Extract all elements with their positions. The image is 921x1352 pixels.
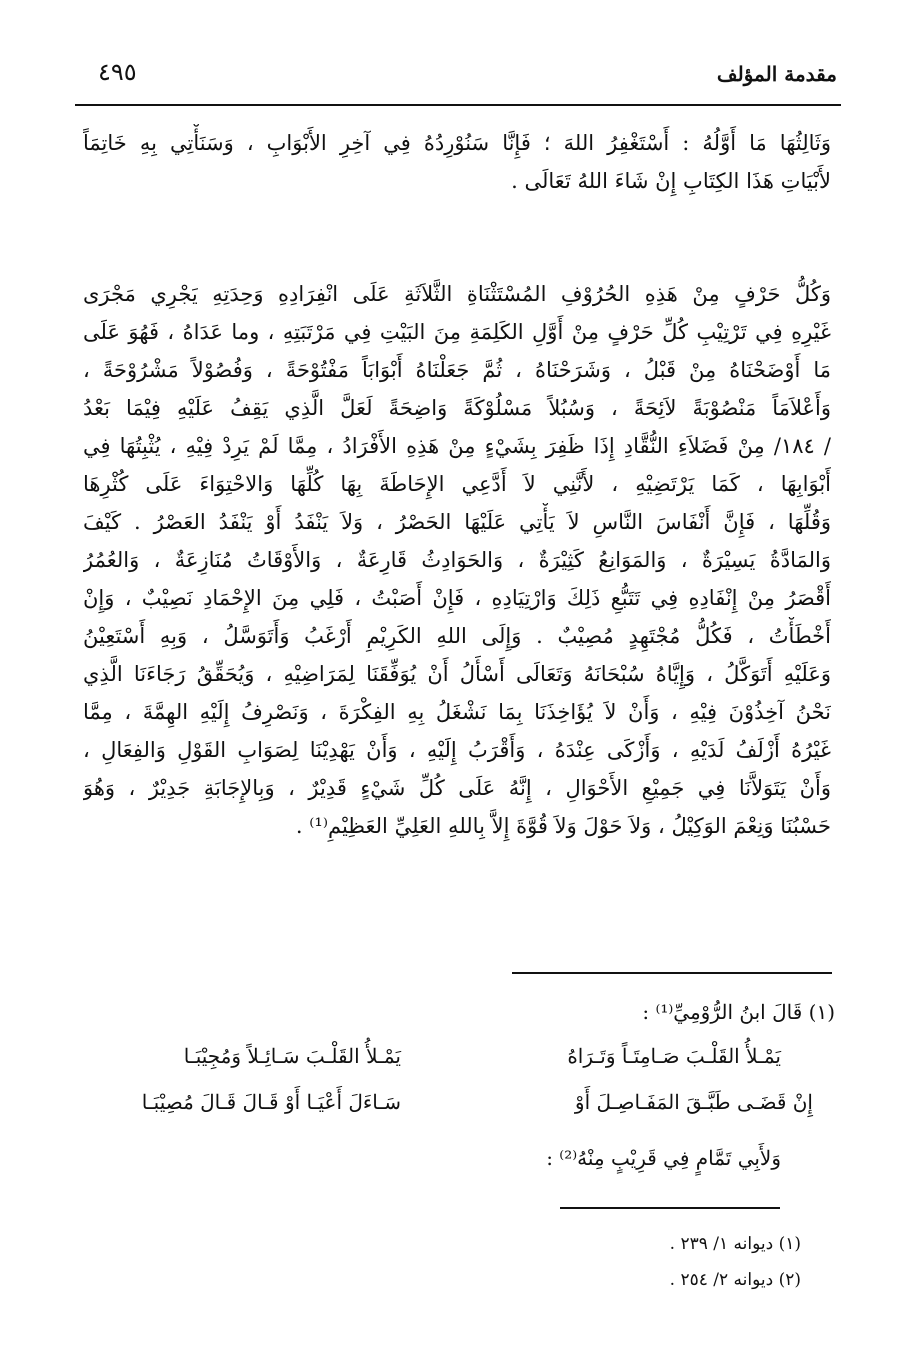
- paragraph-2: [83, 275, 831, 845]
- paragraph-line: مَا أَوْضَحْنَاهُ مِنْ قَبْلُ ، وَشَرَحْنَاهُ ، ثُمَّ جَعَلْنَاهُ أَبْوَابَاً مَفْتُوْحَةً ، وَفُصُوْلاً مَشْرُوْحَةً ،: [83, 358, 831, 382]
- verse-1-second-hemistich: يَمْـلأُ القَلْـبَ سَـائِـلاً وَمُجِيْبَـا: [183, 1044, 401, 1068]
- paragraph-line: وَقُلِّهَا ، فَإِنَّ أَنْفَاسَ النَّاسِ لاَ يَأْتِي عَلَيْهَا الحَصْرُ ، وَلاَ يَنْفَدُ أَوْ يَنْفَدُ العَصْرُ . كَيْفَ: [83, 510, 831, 534]
- paragraph-line: وَالمَادَّةُ يَسِيْرَةٌ ، وَالمَوَانِعُ كَثِيْرَةٌ ، وَالحَوَادِثُ قَارِعَةٌ ، وَالأَوْقَاتُ مُنَازِعَةٌ ، وَالعُمُرُ: [83, 548, 831, 572]
- source-divider: [560, 1207, 780, 1209]
- section-title: مقدمة المؤلف: [716, 62, 837, 86]
- paragraph-line: وَعَلَيْهِ أَتَوَكَّلُ ، وَإِيَّاهُ سُبْحَانَهُ وَتَعَالَى أَسْأَلُ أَنْ يُوَفِّقَنَا لِمَرَاضِيْهِ ، وَيُحَقِّقُ رَجَاءَنَا الَّذِي: [83, 662, 831, 686]
- paragraph-line: حَسْبُنَا وَنِعْمَ الوَكِيْلُ ، وَلاَ حَوْلَ وَلاَ قُوَّةَ إِلاَّ بِاللهِ العَلِيِّ العَظِيْمِ⁽¹⁾ .: [295, 814, 831, 838]
- footnote-tail: وَلأَبِي تَمَّامٍ فِي قَرِيْبٍ مِنْهُ⁽²⁾ :: [546, 1146, 781, 1170]
- paragraph-line: أَخْطَأْتُ ، فَكُلُّ مُجْتَهِدٍ مُصِيْبٌ . وَإِلَى اللهِ الكَرِيْمِ أَرْغَبُ وَأَتَوَسَّلُ ، وَبِهِ أَسْتَعِيْنُ: [83, 624, 831, 648]
- paragraph-line: غَيْرِهِ فِي تَرْتِيْبِ كُلِّ حَرْفٍ مِنْ أَوَّلِ الكَلِمَةِ مِنَ البَيْتِ فِي مَرْتَبَتِهِ ، وما عَدَاهُ ، فَهُوَ عَلَى: [83, 320, 831, 344]
- header-rule: [75, 104, 841, 106]
- footnote-intro: (١) قَالَ ابنُ الرُّوْمِيِّ⁽¹⁾ :: [642, 1000, 835, 1024]
- paragraph-line: وَكُلُّ حَرْفٍ مِنْ هَذِهِ الحُرُوْفِ المُسْتَثْنَاةِ الثَّلاَثَةِ عَلَى انْفِرَادِهِ وَحِدَتِهِ يَجْرِي مَجْرَى: [83, 282, 831, 306]
- paragraph-line: غَيْرُهُ أَزْلَفُ لَدَيْهِ ، وَأَزْكَى عِنْدَهُ ، وَأَقْرَبُ إِلَيْهِ ، وَأَنْ يَهْدِيْنَا لِصَوَابِ القَوْلِ وَالفِعَالِ ،: [83, 738, 831, 762]
- verse-2-first-hemistich: إِنْ قَضَـى طَبَّـقَ المَفَـاصِـلَ أَوْ: [574, 1090, 813, 1114]
- verse-1-first-hemistich: يَمْـلأُ القَلْـبَ صَـامِتَـاً وَتَـرَاهُ: [567, 1044, 781, 1068]
- paragraph-line: / ١٨٤/ مِنْ فَضَلاَءِ النُّقَّادِ إِذَا ظَفِرَ بِشَيْءٍ مِنْ هَذِهِ الأَفْرَادُ ، مِمَّا لَمْ يَرِدْ فِيْهِ ، يُثْبِتُهَا فِي: [83, 434, 831, 458]
- page-header: [70, 58, 851, 98]
- paragraph-1: [83, 124, 831, 200]
- footnote-divider: [512, 972, 832, 974]
- paragraph-line: وَثَالِثُهَا مَا أَوَّلُهُ : أَسْتَغْفِرُ اللهَ ؛ فَإِنَّا سَنُوْرِدُهُ فِي آخِرِ الأَبْوَابِ ، وَسَنَأْتِي بِهِ خَاتِمَاً: [83, 131, 831, 155]
- paragraph-line: أَقْصَرُ مِنْ إِنْفَادِهِ فِي تَتَبُّعِ ذَلِكَ وَارْتِيَادِهِ ، فَإِنْ أَصَبْتُ ، فَلِي مِنَ الإِحْمَادِ نَصِيْبٌ ، وَإِنْ: [83, 586, 831, 610]
- page-number: ٤٩٥: [98, 58, 137, 86]
- verse-2-second-hemistich: سَـاءَلَ أَعْيَـا أَوْ قَـالَ قَـالَ مُصِيْبَـا: [141, 1090, 401, 1114]
- paragraph-line: نَحْنُ آخِذُوْنَ فِيْهِ ، وَأَنْ لاَ يُؤَاخِذَنَا بِمَا نَشْغَلُ بِهِ الفِكْرَةَ ، وَنَصْرِفُ إِلَيْهِ الهِمَّةَ ، مِمَّا: [83, 700, 831, 724]
- paragraph-line: وَأَنْ يَتَوَلاَّنَا فِي جَمِيْعِ الأَحْوَالِ ، إِنَّهُ عَلَى كُلِّ شَيْءٍ قَدِيْرٌ ، وَبِالإِجَابَةِ جَدِيْرٌ ، وَهُوَ: [83, 776, 831, 800]
- paragraph-line: أَبْوَابِهَا ، كَمَا يَرْتَضِيْهِ ، لأَنَّنِي لاَ أَدَّعِي الإِحَاطَةَ بِهَا كُلِّهَا وَالاحْتِوَاءَ عَلَى كُثْرِهَا: [83, 472, 831, 496]
- paragraph-line: وَأَعْلاَمَاً مَنْصُوْبَةً لاَئِحَةً ، وَسُبُلاً مَسْلُوْكَةً وَاضِحَةً لَعَلَّ الَّذِي يَقِفُ عَلَيْهِ فِيْمَا بَعْدُ: [83, 396, 831, 420]
- paragraph-line: لأَبْيَاتِ هَذَا الكِتَابِ إِنْ شَاءَ اللهُ تَعَالَى .: [511, 169, 831, 193]
- source-note-1: (١) ديوانه ١/ ٢٣٩ .: [669, 1234, 801, 1254]
- source-note-2: (٢) ديوانه ٢/ ٢٥٤ .: [669, 1270, 801, 1290]
